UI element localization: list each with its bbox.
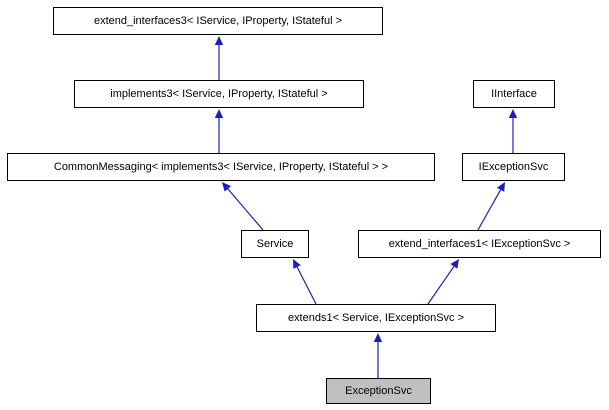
node-label: CommonMessaging< implements3< IService, IProperty, IStateful > > (53, 160, 389, 173)
node-extend-interfaces3[interactable] (53, 7, 383, 35)
node-label: ExceptionSvc (345, 384, 412, 397)
node-label: IExceptionSvc (478, 160, 549, 173)
node-commonmessaging[interactable] (7, 153, 435, 181)
node-service[interactable] (241, 230, 309, 258)
node-label: extends1< Service, IExceptionSvc > (287, 311, 465, 324)
node-label: extend_interfaces3< IService, IProperty, IStateful > (93, 14, 343, 27)
node-extends1[interactable] (256, 304, 496, 332)
node-exceptionsvc[interactable] (326, 378, 431, 404)
node-label: IInterface (491, 87, 537, 100)
node-extend-interfaces1[interactable] (358, 230, 601, 258)
node-iexceptionsvc[interactable] (462, 153, 565, 181)
node-implements3[interactable] (74, 80, 364, 108)
node-iinterface[interactable] (473, 80, 555, 108)
node-label: extend_interfaces1< IExceptionSvc > (388, 237, 571, 250)
node-label: Service (256, 237, 294, 250)
node-label: implements3< IService, IProperty, IStateful > (110, 87, 328, 100)
